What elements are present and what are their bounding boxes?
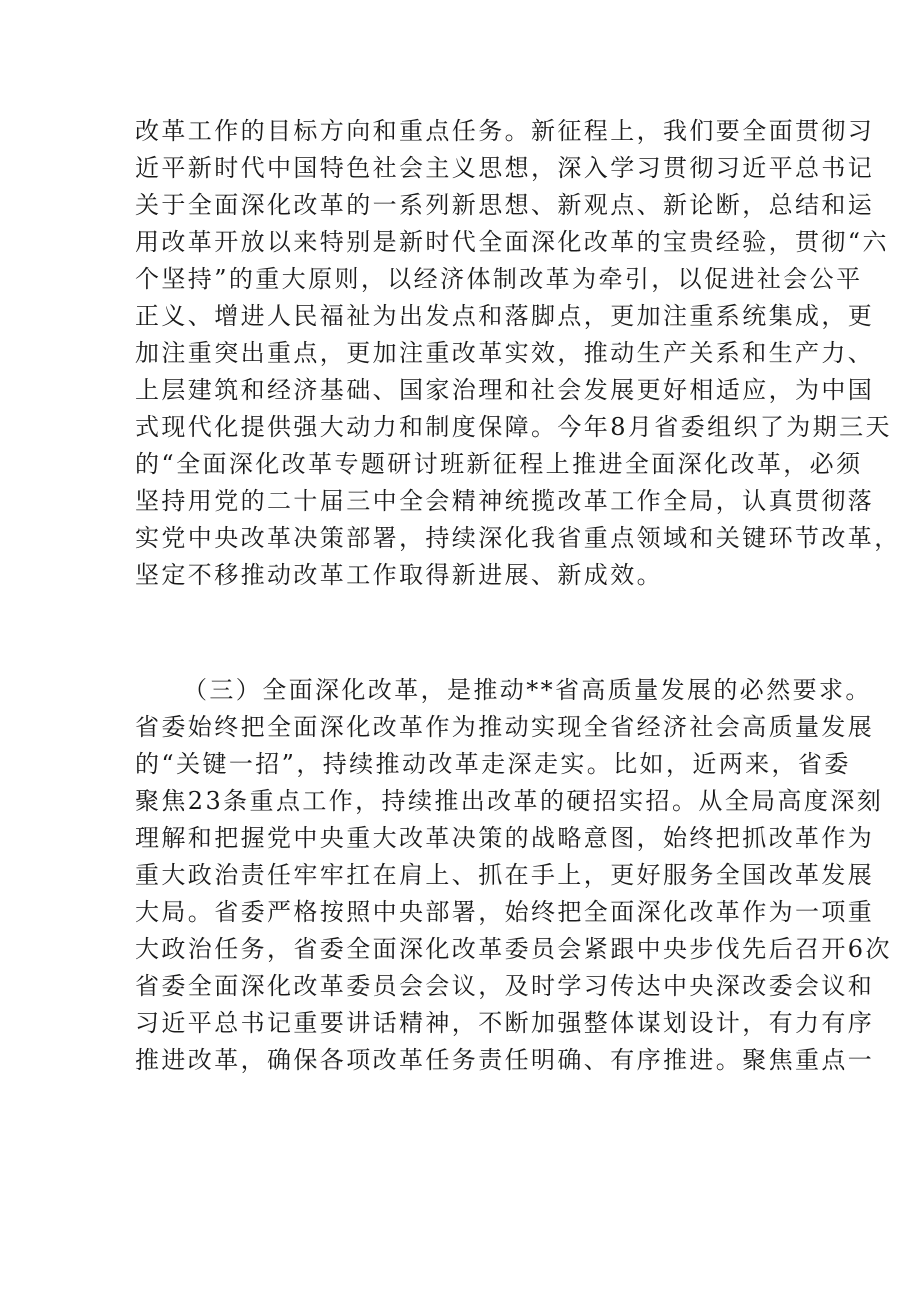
text-line: 改革工作的目标方向和重点任务。新征程上，我们要全面贯彻习 bbox=[135, 117, 875, 145]
text-line: 理解和把握党中央重大改革决策的战略意图，始终把抓改革作为 bbox=[135, 824, 875, 852]
text-line: 正义、增进人民福祉为出发点和落脚点，更加注重系统集成，更 bbox=[135, 302, 875, 330]
text-line: 关于全面深化改革的一系列新思想、新观点、新论断，总结和运 bbox=[135, 191, 875, 219]
text-line: 重大政治责任牢牢扛在肩上、抓在手上，更好服务全国改革发展 bbox=[135, 861, 875, 889]
text-line: 坚持用党的二十届三中全会精神统揽改革工作全局，认真贯彻落 bbox=[135, 487, 875, 515]
text-line: 坚定不移推动改革工作取得新进展、新成效。 bbox=[135, 561, 663, 589]
text-line: 省委始终把全面深化改革作为推动实现全省经济社会高质量发展 bbox=[135, 713, 875, 741]
text-line: 的“全面深化改革专题研讨班新征程上推进全面深化改革，必须 bbox=[135, 450, 863, 478]
text-line: 大局。省委严格按照中央部署，始终把全面深化改革作为一项重 bbox=[135, 898, 875, 926]
text-line: 聚焦23条重点工作，持续推出改革的硬招实招。从全局高度深刻 bbox=[135, 787, 884, 815]
text-line: 省委全面深化改革委员会会议，及时学习传达中央深改委会议和 bbox=[135, 972, 875, 1000]
text-line: 的“关键一招”，持续推动改革走深走实。比如，近两来，省委 bbox=[135, 750, 851, 778]
text-line: 推进改革，确保各项改革任务责任明确、有序推进。聚焦重点一 bbox=[135, 1046, 875, 1074]
text-line: 加注重突出重点，更加注重改革实效，推动生产关系和生产力、 bbox=[135, 339, 875, 367]
text-line: 习近平总书记重要讲话精神，不断加强整体谋划设计，有力有序 bbox=[135, 1009, 875, 1037]
text-line: 近平新时代中国特色社会主义思想，深入学习贯彻习近平总书记 bbox=[135, 154, 875, 182]
text-line: 用改革开放以来特别是新时代全面深化改革的宝贵经验，贯彻“六 bbox=[135, 228, 889, 256]
paragraph-2 bbox=[135, 672, 892, 1079]
paragraph-1 bbox=[135, 113, 901, 594]
text-line: 大政治任务，省委全面深化改革委员会紧跟中央步伐先后召开6次 bbox=[135, 935, 892, 963]
text-line: 实党中央改革决策部署，持续深化我省重点领域和关键环节改革， bbox=[135, 524, 901, 552]
section-heading-line: （三）全面深化改革，是推动**省高质量发展的必然要求。 bbox=[183, 676, 872, 704]
text-line: 式现代化提供强大动力和制度保障。今年8月省委组织了为期三天 bbox=[135, 413, 892, 441]
text-line: 个坚持”的重大原则，以经济体制改革为牵引，以促进社会公平 bbox=[135, 265, 863, 293]
text-line: 上层建筑和经济基础、国家治理和社会发展更好相适应，为中国 bbox=[135, 376, 875, 404]
